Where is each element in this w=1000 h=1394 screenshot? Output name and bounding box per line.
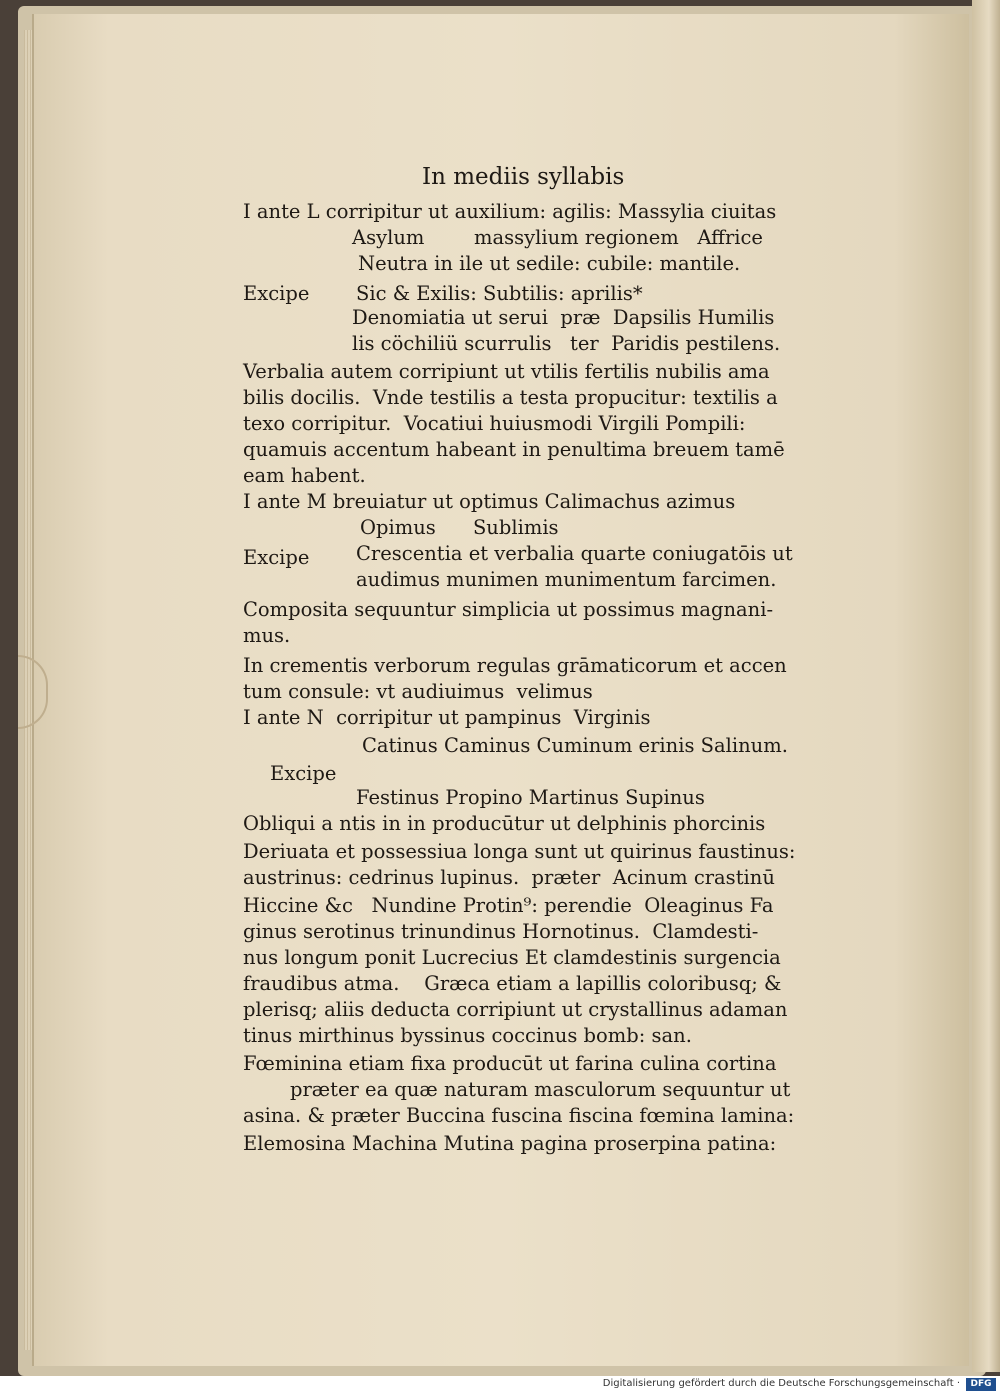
text-line: Festinus Propino Martinus Supinus	[356, 786, 705, 809]
text-line: texo corripitur. Vocatiui huiusmodi Virgili Pompili:	[243, 412, 746, 435]
text-line: eam habent.	[243, 464, 366, 487]
text-line: audimus munimen munimentum farcimen.	[356, 568, 777, 591]
footer-bar	[0, 1376, 1000, 1394]
text-line: quamuis accentum habeant in penultima breuem tamē	[243, 438, 785, 461]
text-line: fraudibus atma. Græca etiam a lapillis coloribusq; &	[243, 972, 782, 995]
text-line: Fœminina etiam fixa producūt ut farina culina cortina	[243, 1052, 777, 1075]
text-line: lis cöchiliü scurrulis ter Paridis pestilens.	[352, 332, 781, 355]
text-line: Obliqui a ntis in in producūtur ut delphinis phorcinis	[243, 812, 766, 835]
text-line: Crescentia et verbalia quarte coniugatōis ut	[356, 542, 793, 565]
text-line: Excipe	[243, 282, 310, 305]
text-line: In crementis verborum regulas grāmaticorum et accen	[243, 654, 787, 677]
text-line: austrinus: cedrinus lupinus. præter Acinum crastinū	[243, 866, 775, 889]
text-line: præter ea quæ naturam masculorum sequuntur ut	[290, 1078, 791, 1101]
text-line: Asylum massylium regionem Affrice	[352, 226, 763, 249]
dfg-logo: DFG	[966, 1378, 996, 1391]
text-line: Catinus Caminus Cuminum erinis Salinum.	[362, 734, 788, 757]
text-line: nus longum ponit Lucrecius Et clamdestinis surgencia	[243, 946, 781, 969]
text-line: asina. & præter Buccina fuscina fiscina fœmina lamina:	[243, 1104, 795, 1127]
text-line: Hiccine &c Nundine Protin⁹: perendie Oleaginus Fa	[243, 894, 774, 917]
text-line: Deriuata et possessiua longa sunt ut quirinus faustinus:	[243, 840, 796, 863]
text-line: bilis docilis. Vnde testilis a testa propucitur: textilis a	[243, 386, 778, 409]
text-line: mus.	[243, 624, 291, 647]
funding-credit: Digitalisierung gefördert durch die Deutsche Forschungsgemeinschaft ·	[602, 1378, 960, 1389]
text-line: Verbalia autem corripiunt ut vtilis fertilis nubilis ama	[243, 360, 770, 383]
text-line: I ante N corripitur ut pampinus Virginis	[243, 706, 651, 729]
text-line: I ante L corripitur ut auxilium: agilis: Massylia ciuitas	[243, 200, 777, 223]
page-heading: In mediis syllabis	[422, 164, 625, 190]
text-line: ginus serotinus trinundinus Hornotinus. Clamdesti-	[243, 920, 759, 943]
text-line: Opimus Sublimis	[360, 516, 559, 539]
text-line: Excipe	[270, 762, 337, 785]
text-line: Denomiatia ut serui præ Dapsilis Humilis	[352, 306, 775, 329]
text-line: plerisq; aliis deducta corripiunt ut crystallinus adaman	[243, 998, 788, 1021]
text-line: Composita sequuntur simplicia ut possimus magnani-	[243, 598, 774, 621]
text-line: Neutra in ile ut sedile: cubile: mantile.	[358, 252, 741, 275]
text-line: Sic & Exilis: Subtilis: aprilis*	[356, 282, 643, 305]
text-line: tum consule: vt audiuimus velimus	[243, 680, 593, 703]
text-line: tinus mirthinus byssinus coccinus bomb: san.	[243, 1024, 692, 1047]
text-line: Excipe	[243, 546, 310, 569]
text-line: I ante M breuiatur ut optimus Calimachus azimus	[243, 490, 736, 513]
text-line: Elemosina Machina Mutina pagina proserpina patina:	[243, 1132, 777, 1155]
